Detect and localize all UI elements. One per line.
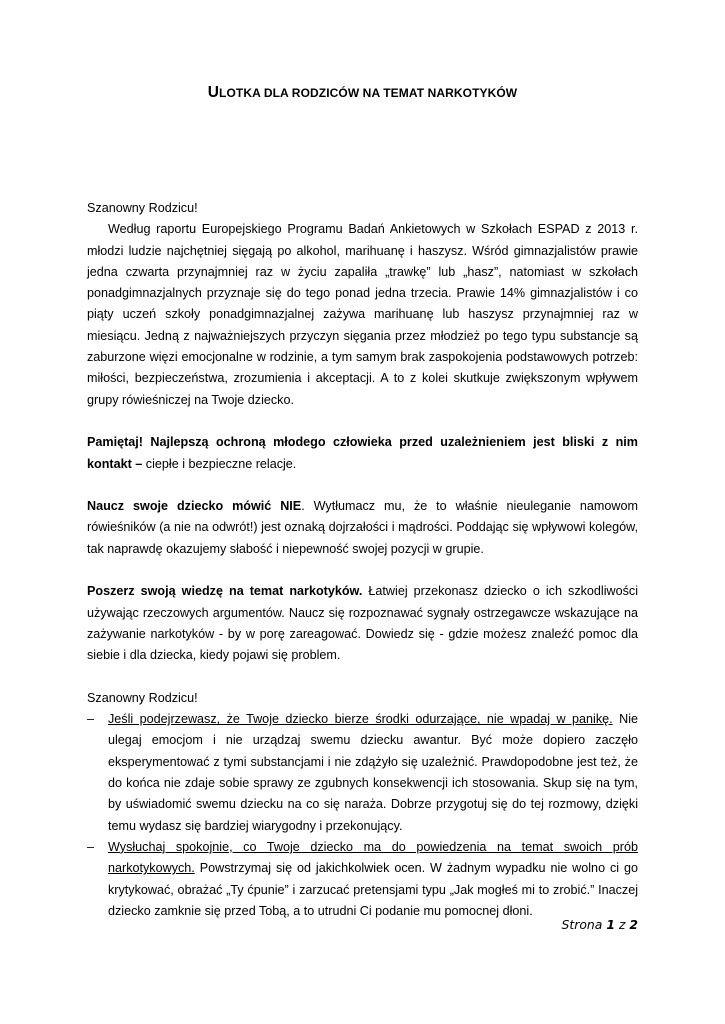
knowledge-bold: Poszerz swoją wiedzę na temat narkotyków. bbox=[87, 584, 363, 599]
knowledge-paragraph bbox=[87, 581, 638, 666]
footer-of: z bbox=[618, 917, 626, 932]
list-item bbox=[87, 709, 638, 837]
footer-total-pages: 2 bbox=[629, 917, 638, 932]
remember-rest: ciepłe i bezpieczne relacje. bbox=[142, 456, 297, 471]
knowledge-rest: Łatwiej przekonasz dziecko o ich szkodliwości używając rzeczowych argumentów. Naucz się rozpoznawać sygnały ostrzegawcze wskazujące na zażywanie narkotyków - by w porę zareagować. Dowiedz się - gdzie możesz znaleźć pomoc dla siebie i dla dziecka, kiedy pojawi się problem. bbox=[87, 584, 639, 663]
teach-rest: . Wytłumacz mu, że to właśnie nieuleganie namowom rówieśników (a nie na odwrót!) jest oznaką dojrzałości i mądrości. Poddając się wpływowi kolegów, tak naprawdę okazujemy słabość i niepewność swojej pozycji w grupie. bbox=[87, 499, 638, 556]
advice-list bbox=[87, 709, 638, 922]
list-item-underlined: Wysłuchaj spokojnie, co Twoje dziecko ma do powiedzenia na temat swoich prób narkotykowych. bbox=[108, 839, 638, 876]
teach-bold: Naucz swoje dziecko mówić NIE bbox=[87, 499, 302, 514]
footer-label: Strona bbox=[561, 917, 603, 932]
list-item-text: Nie ulegaj emocjom i nie urządzaj swemu dziecku awantur. Być może dopiero zaczęło eksperymentować z tymi substancjami i nie zdążyło się uzależnić. Prawdopodobne jest też, że do końca nie zdaje sobie sprawy ze zgubnych konsekwencji ich stosowania. Skup się na tym, by uświadomić swemu dziecku na co się naraża. Dobrze przygotuj się do tej rozmowy, dzięki temu wydasz się bardziej wiarygodny i przekonujący. bbox=[108, 712, 638, 833]
intro-paragraph: Według raportu Europejskiego Programu Badań Ankietowych w Szkołach ESPAD z 2013 r. młodzi ludzie najchętniej sięgają po alkohol, marihuanę i haszysz. Wśród gimnazjalistów prawie jedna czwarta przynajmniej raz w życiu zapaliła „trawkę” lub „hasz”, natomiast w szkołach ponadgimnazjalnych przyznaje się do tego ponad jedna trzecia. Prawie 14% gimnazjalistów i co piąty uczeń szkoły ponadgimnazjalnej zażywa marihuanę lub haszysz przynajmniej raz w miesiącu. Jedną z najważniejszych przyczyn sięgania przez młodzież po tego typu substancje są zaburzone więzi emocjonalne w rodzinie, a tym samym brak zaspokojenia podstawowych potrzeb: miłości, bezpieczeństwa, zrozumienia i akceptacji. A to z kolei skutkuje zwiększonym wpływem grupy rówieśniczej na Twoje dziecko. bbox=[87, 222, 638, 407]
dash-bullet-icon: – bbox=[87, 839, 95, 854]
page-footer bbox=[562, 917, 638, 932]
list-item-underlined: Jeśli podejrzewasz, że Twoje dziecko bierze środki odurzające, nie wpadaj w panikę. bbox=[108, 712, 613, 727]
dash-bullet-icon: – bbox=[87, 712, 95, 727]
list-item bbox=[87, 837, 638, 922]
remember-bold: Pamiętaj! Najlepszą ochroną młodego człowieka przed uzależnieniem jest bliski z nim kontakt – bbox=[87, 435, 638, 471]
footer-current-page: 1 bbox=[606, 917, 615, 932]
remember-paragraph bbox=[87, 432, 638, 475]
list-item-text: Powstrzymaj się od jakichkolwiek ocen. W żadnym wypadku nie wolno ci go krytykować, obrażać „Ty ćpunie” i zarzucać pretensjami typu „Jak mogłeś mi to zrobić.” Inaczej dziecko zamknie się przed Tobą, a to utrudni Ci podanie mu pomocnej dłoni. bbox=[108, 861, 638, 918]
title-first-letter: U bbox=[207, 84, 220, 101]
document-body bbox=[87, 198, 638, 922]
title-rest: LOTKA DLA RODZICÓW NA TEMAT NARKOTYKÓW bbox=[219, 86, 518, 100]
greeting-1: Szanowny Rodzicu! bbox=[87, 201, 198, 215]
teach-paragraph bbox=[87, 496, 638, 560]
page-title bbox=[0, 84, 725, 102]
greeting-2: Szanowny Rodzicu! bbox=[87, 690, 198, 705]
